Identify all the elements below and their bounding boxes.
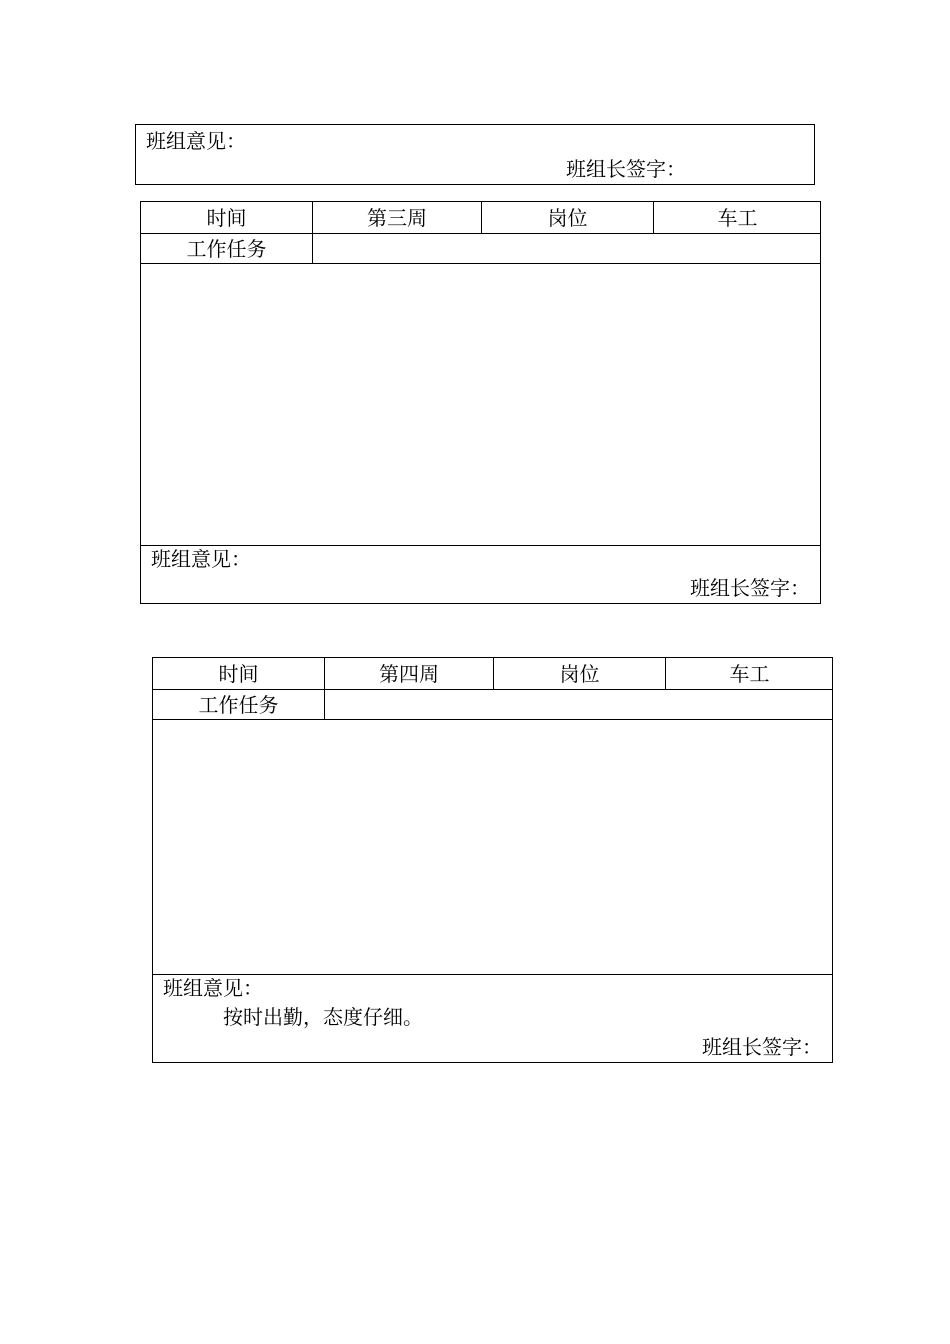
- task-label-cell: 工作任务: [141, 234, 313, 263]
- work-content-area: [153, 720, 832, 975]
- task-row: [141, 234, 820, 264]
- task-value-cell: [325, 690, 833, 719]
- table-header-row: [141, 202, 820, 234]
- team-opinion-row: [141, 545, 820, 603]
- task-label-cell: 工作任务: [153, 690, 325, 719]
- team-opinion-row: [153, 974, 832, 1062]
- week-value-cell: 第四周: [325, 658, 494, 689]
- table-header-row: [153, 658, 832, 690]
- post-value-cell: 车工: [717, 205, 758, 230]
- week-value-cell: 第三周: [313, 202, 482, 233]
- team-opinion-label: 班组意见：: [151, 547, 251, 571]
- post-label-cell: 岗位: [482, 202, 654, 233]
- week-3-record-table: [140, 201, 821, 604]
- team-leader-signature-label: 班组长签字：: [702, 1035, 822, 1059]
- week-4-record-table: [152, 657, 833, 1063]
- previous-week-opinion-box: [135, 124, 815, 185]
- time-label-cell: 时间: [141, 202, 313, 233]
- work-content-area: [141, 264, 820, 546]
- post-label-cell: 岗位: [494, 658, 666, 689]
- team-leader-signature-label: 班组长签字：: [566, 157, 686, 181]
- task-row: [153, 690, 832, 720]
- team-opinion-label: 班组意见：: [146, 129, 246, 153]
- team-opinion-comment: 按时出勤，态度仔细。: [223, 1005, 423, 1029]
- time-label-cell: 时间: [153, 658, 325, 689]
- post-value-cell: 车工: [729, 661, 770, 686]
- task-value-cell: [313, 234, 821, 263]
- team-opinion-label: 班组意见：: [163, 976, 263, 1000]
- team-leader-signature-label: 班组长签字：: [690, 576, 810, 600]
